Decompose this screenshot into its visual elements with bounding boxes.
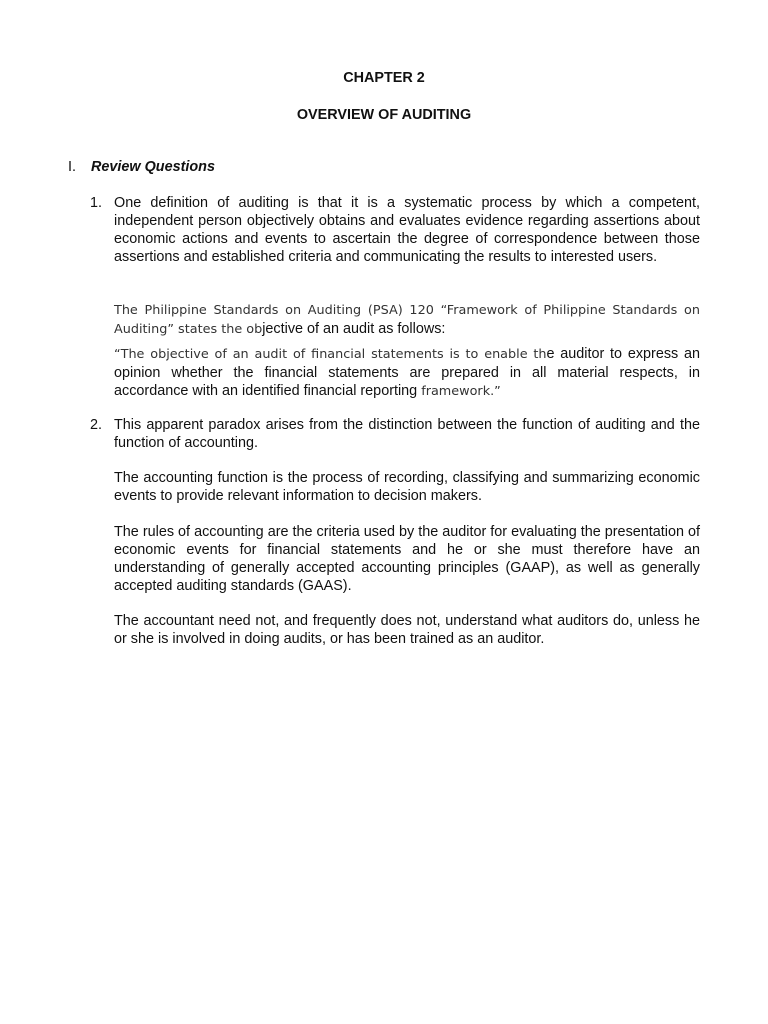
item-1-objective-quote (114, 345, 700, 401)
item-2-accountant-paragraph: The accountant need not, and frequently does not, understand what auditors do, unless he or she is involved in doing audits, or has been trained as an auditor. (114, 613, 700, 647)
section-title: Review Questions (91, 159, 215, 175)
item-1-objective-quote-part-c: framework.” (421, 384, 501, 399)
page-title: OVERVIEW OF AUDITING (296, 107, 472, 123)
section-number: I. (68, 159, 76, 175)
item-1-objective-quote-part-a: “The objective of an audit of financial statements is to enable th (114, 347, 547, 362)
item-2-paradox-paragraph: This apparent paradox arises from the distinction between the function of auditing and the function of accounting. (114, 417, 700, 451)
list-item-number-2: 2. (90, 417, 103, 433)
item-1-psa-paragraph-part-b: jective of an audit as follows: (262, 321, 446, 337)
item-1-psa-paragraph-part-a: The Philippine Standards on Auditing (PSA) 120 “Framework of Philippine Standards on Auditing” states the ob (114, 303, 700, 337)
item-1-psa-paragraph (114, 301, 700, 339)
item-1-objective-quote-part-b: e auditor to express an opinion whether the financial statements are prepared in all material respects, in accordance with an identified financial reporting (114, 346, 700, 399)
item-2-rules-paragraph: The rules of accounting are the criteria used by the auditor for evaluating the presentation of economic events for financial statements and he or she must therefore have an understanding of generally accepted accounting principles (GAAP), as well as generally accepted auditing standards (GAAS). (114, 524, 700, 594)
section-heading (68, 158, 215, 176)
item-1-definition-paragraph: One definition of auditing is that it is a systematic process by which a competent, independent person objectively obtains and evaluates evidence regarding assertions about economic actions and events to ascertain the degree of correspondence between those assertions and established criteria and communicating the results to interested users. (114, 195, 700, 265)
chapter-label: CHAPTER 2 (343, 70, 425, 86)
item-2-accounting-function-paragraph: The accounting function is the process of recording, classifying and summarizing economic events to provide relevant information to decision makers. (114, 470, 700, 504)
list-item-number-1: 1. (90, 195, 103, 211)
